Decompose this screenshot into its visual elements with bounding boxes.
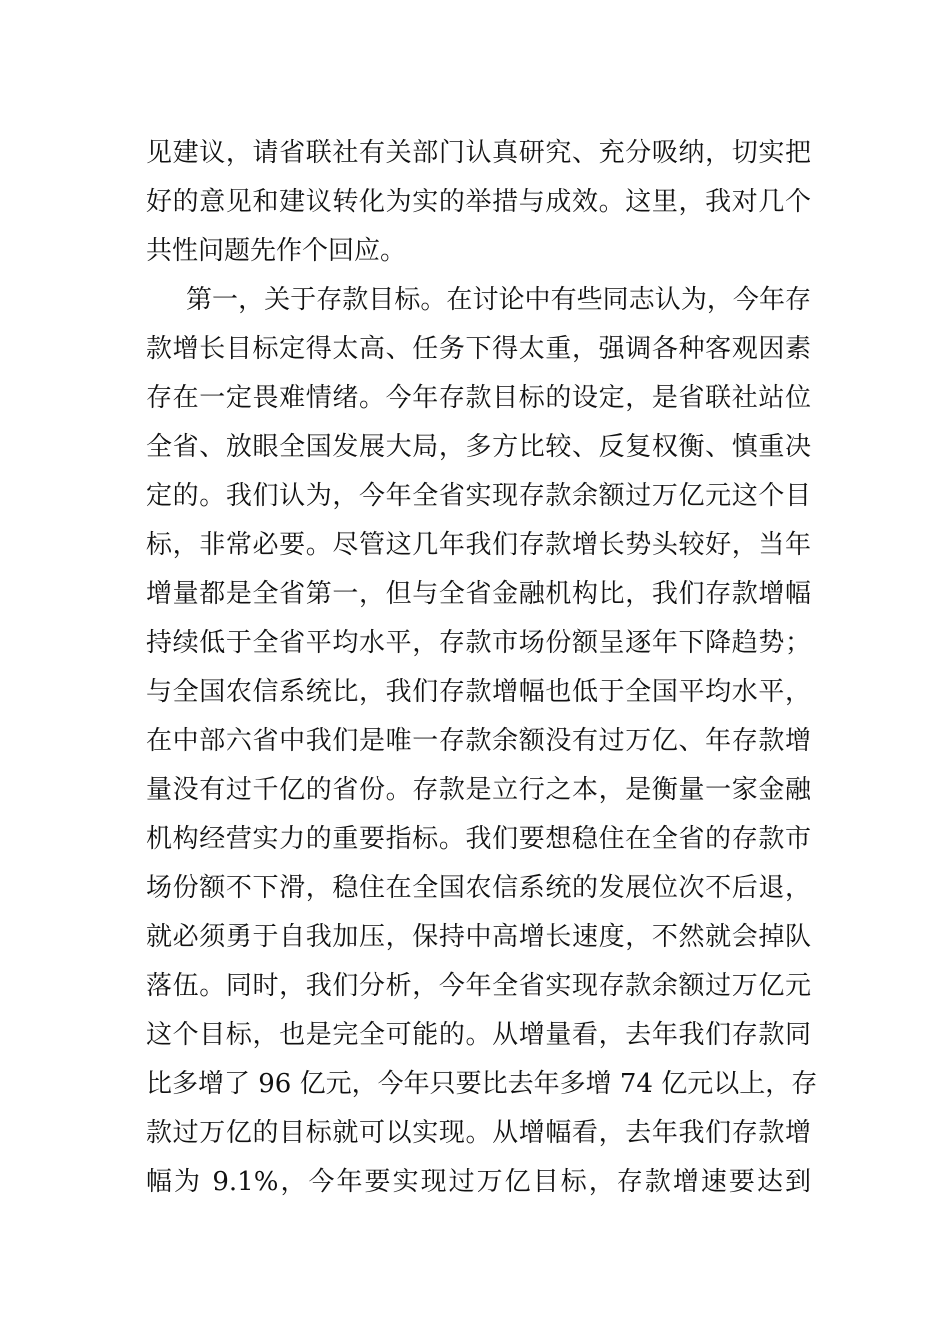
text-line-7: 全省、放眼全国发展大局，多方比较、反复权衡、慎重决: [146, 432, 811, 462]
text-line-6: 存在一定畏难情绪。今年存款目标的设定，是省联社站位: [146, 383, 811, 413]
text-line-21: 款过万亿的目标就可以实现。从增幅看，去年我们存款增: [146, 1118, 811, 1148]
text-line-3: 共性问题先作个回应。: [146, 236, 407, 266]
text-line-17: 就必须勇于自我加压，保持中高增长速度，不然就会掉队: [146, 922, 811, 952]
text-line-1: 见建议，请省联社有关部门认真研究、充分吸纳，切实把: [146, 138, 811, 168]
text-line-9: 标，非常必要。尽管这几年我们存款增长势头较好，当年: [146, 530, 811, 560]
text-line-10: 增量都是全省第一，但与全省金融机构比，我们存款增幅: [146, 579, 811, 609]
body-text: [146, 129, 818, 1207]
text-line-5: 款增长目标定得太高、任务下得太重，强调各种客观因素: [146, 334, 811, 364]
text-line-8: 定的。我们认为，今年全省实现存款余额过万亿元这个目: [146, 481, 811, 511]
text-line-18: 落伍。同时，我们分析，今年全省实现存款余额过万亿元: [146, 971, 811, 1001]
text-line-12: 与全国农信系统比，我们存款增幅也低于全国平均水平，: [146, 677, 811, 707]
text-line-19: 这个目标，也是完全可能的。从增量看，去年我们存款同: [146, 1020, 811, 1050]
text-line-14: 量没有过千亿的省份。存款是立行之本，是衡量一家金融: [146, 775, 811, 805]
text-line-2: 好的意见和建议转化为实的举措与成效。这里，我对几个: [146, 187, 811, 217]
text-line-16: 场份额不下滑，稳住在全国农信系统的发展位次不后退，: [146, 873, 811, 903]
text-line-4: 第一，关于存款目标。在讨论中有些同志认为，今年存: [186, 285, 811, 315]
text-line-20: 比多增了 96 亿元，今年只要比去年多增 74 亿元以上，存: [146, 1069, 818, 1099]
text-line-13: 在中部六省中我们是唯一存款余额没有过万亿、年存款增: [146, 726, 811, 756]
text-line-22: 幅为 9.1%，今年要实现过万亿目标，存款增速要达到: [146, 1167, 811, 1197]
text-line-11: 持续低于全省平均水平，存款市场份额呈逐年下降趋势；: [146, 628, 811, 658]
text-line-15: 机构经营实力的重要指标。我们要想稳住在全省的存款市: [146, 824, 811, 854]
